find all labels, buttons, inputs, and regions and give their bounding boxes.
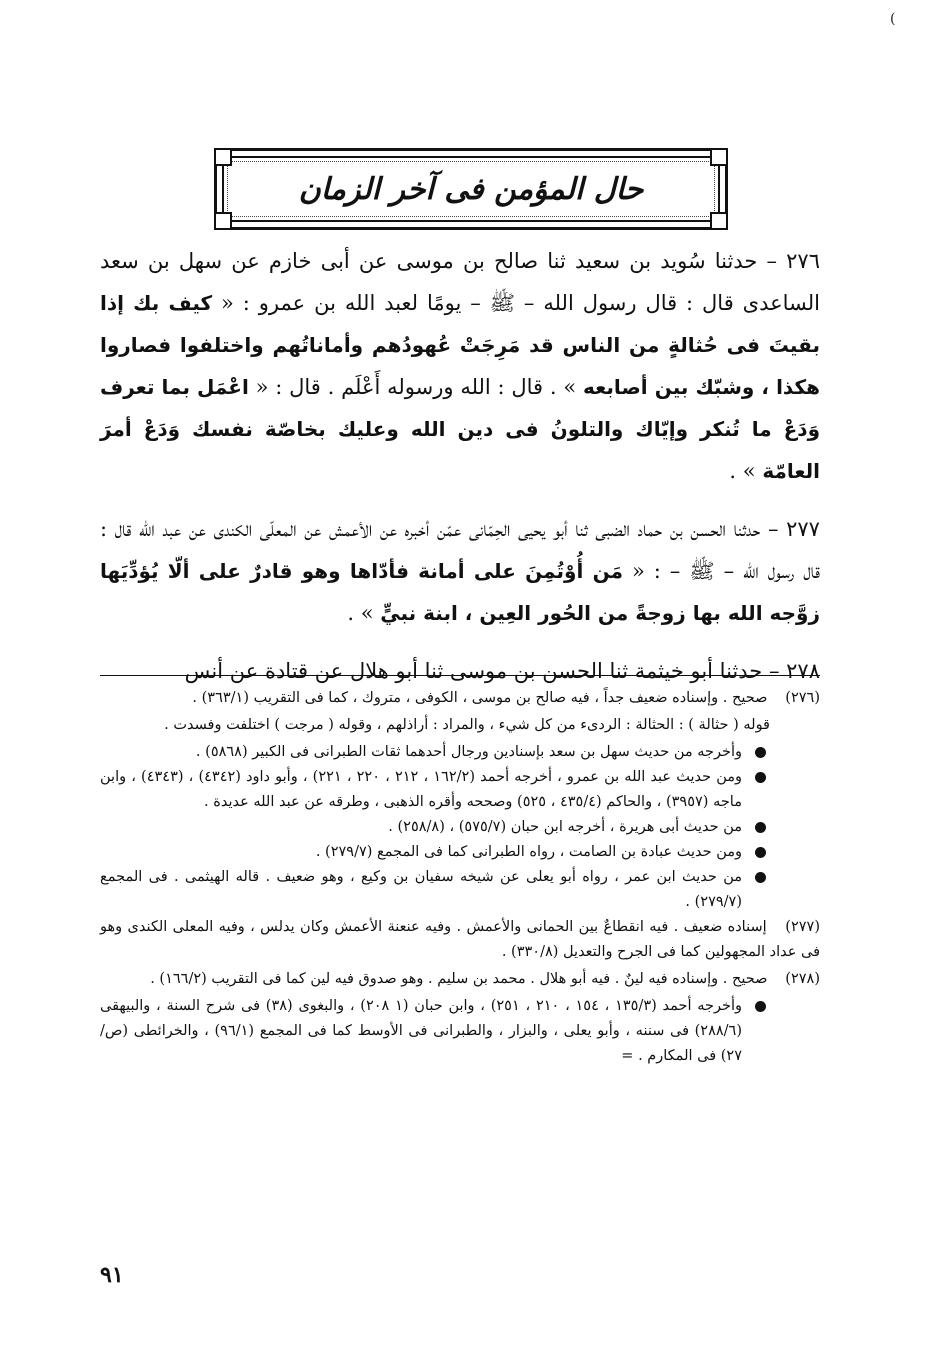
bullet-text: ومن حديث عبد الله بن عمرو ، أخرجه أحمد (١٦٢/٢ ، ٢١٢ ، ٢٢٠ ، ٢٢١) ، وأبو داود (٤٣٤٢) ، (٤٣٤٣) ، وابن ماجه (٣٩٥٧) ، والحاكم (٤٣٥/٤ ، ٥٢٥) وصححه وأقره الذهبى ، وطرقه عن عبد الله عديدة . xyxy=(100,769,742,810)
footnote-number: (٢٧٧) xyxy=(785,919,821,935)
bullet-dot xyxy=(755,1001,766,1012)
bullet-dot xyxy=(755,772,766,783)
footnote-bullet xyxy=(100,765,820,815)
bullet-text: ومن حديث عبادة بن الصامت ، رواه الطبرانى كما فى المجمع (٢٧٩/٧) . xyxy=(315,844,742,860)
ornament-corner xyxy=(214,148,232,166)
hadith-end: » . xyxy=(347,601,374,625)
footnote-bullet xyxy=(100,840,820,865)
bullet-dot xyxy=(755,872,766,883)
title-frame xyxy=(214,148,728,230)
page-number: ٩١ xyxy=(100,1262,124,1288)
footnote-bullet xyxy=(100,740,820,765)
footnote-number: (٢٧٨) xyxy=(785,971,820,987)
footnote-text: صحيح . وإسناده ضعيف جداً ، فيه صالح بن موسى ، الكوفى ، متروك ، كما فى التقريب (٣٦٣/١) . xyxy=(192,690,768,706)
bullet-text: وأخرجه أحمد (١٣٥/٣ ، ١٥٤ ، ٢١٠ ، ٢٥١) ، وابن حبان (١ ٢٠٨) ، والبغوى (٣٨) فى شرح السنة ، والبيهقى (٢٨٨/٦) فى سننه ، وأبو يعلى ، والبزار ، والطبرانى فى الأوسط كما فى المجمع (٩٦/١) ، والخرائطى (ص/٢٧) فى المكارم . xyxy=(100,998,743,1064)
title-inner-border xyxy=(222,156,720,222)
hadith-chain: حدثنا أبو خيثمة ثنا الحسن بن موسى ثنا أبو هلال عن قتادة عن أنس xyxy=(184,659,763,683)
footnote-277 xyxy=(100,915,820,965)
bullet-text: من حديث ابن عمر ، رواه أبو يعلى عن شيخه سفيان بن وكيع ، وهو ضعيف . قاله الهيثمى . فى المجمع (٢٧٩/٧) . xyxy=(100,869,742,910)
footnote-number: (٢٧٦) xyxy=(785,690,820,706)
footnote-276 xyxy=(100,686,820,711)
hadith-number: ٢٧٦ – xyxy=(766,249,820,273)
bullet-dot xyxy=(755,822,766,833)
ornament-corner xyxy=(214,212,232,230)
hadith-number: ٢٧٨ – xyxy=(768,659,820,683)
footnote-text: صحيح . وإسناده فيه لينٌ . فيه أبو هلال . محمد بن سليم . وهو صدوق فيه لين كما فى التقريب (١٦٦/٢) . xyxy=(150,971,768,987)
hadith-chain: حدثنا سُويد بن سعيد ثنا صالح بن موسى عن أبى خازم عن سهل بن سعد الساعدى قال : قال رسول الله – ﷺ – يومًا لعبد الله بن عمرو : « xyxy=(100,249,820,315)
hadith-end: » . xyxy=(729,459,756,483)
continuation-mark: = xyxy=(621,1048,634,1064)
ornament-corner xyxy=(710,148,728,166)
footnote-divider xyxy=(100,675,820,676)
scan-mark: ( xyxy=(890,11,896,27)
bullet-text: وأخرجه من حديث سهل بن سعد بإسنادين ورجال أحدهما ثقات الطبرانى فى الكبير (٥٨٦٨) . xyxy=(195,744,742,760)
hadith-matn: اعْمَل بما تعرف وَدَعْ ما تُنكر وإيّاك والتلونُ فى دين الله وعليك بخاصّة نفسك وَدَعْ أمرَ العامّة xyxy=(100,375,820,483)
ornament-corner xyxy=(710,212,728,230)
hadith-matn: كيف بك إذا بقيتَ فى حُثالةٍ من الناس قد مَرِجَتْ عُهودُهم وأماناتُهم واختلفوا فصاروا هكذا ، وشبّك بين أصابعه xyxy=(100,291,820,399)
footnote-278 xyxy=(100,967,820,992)
bullet-text: من حديث أبى هريرة ، أخرجه ابن حبان (٥٧٥/٧) ، (٢٥٨/٨) . xyxy=(388,819,742,835)
bullet-dot xyxy=(755,847,766,858)
bullet-dot xyxy=(755,747,766,758)
hadith-277 xyxy=(100,508,820,634)
hadith-number: ٢٧٧ – xyxy=(768,517,820,541)
footnote-bullet xyxy=(100,815,820,840)
footnotes xyxy=(100,686,820,1069)
hadith-matn: مَن أُوْتُمِنَ على أمانة فأدّاها وهو قادرٌ على ألّا يُؤدِّيَها زوَّجه الله بها زوجةً من الحُور العِين ، ابنة نبيٍّ xyxy=(100,559,820,625)
footnote-gloss: قوله ( حثالة ) : الحثالة : الردىء من كل شيء ، والمراد : أراذلهم ، وقوله ( مرجت ) اختلفت وفسدت . xyxy=(164,717,770,733)
footnote-bullet xyxy=(100,865,820,915)
chapter-title: حال المؤمن فى آخر الزمان xyxy=(298,171,644,207)
hadith-276 xyxy=(100,240,820,492)
hadith-chain: » . قال : الله ورسوله أَعْلَم . قال : « xyxy=(255,375,577,399)
footnote-text: إسناده ضعيف . فيه انقطاعٌ بين الحمانى والأعمش . وفيه عنعنة الأعمش وكان يدلس ، وفيه المعلى الكندى وهو فى عداد المجهولين كما فى الجرح والتعديل (٣٣٠/٨) . xyxy=(100,919,820,960)
hadith-chain: حدثنا الحسن بن حماد الضبى ثنا أبو يحيى الحِمّانى عمّن أخبره عن الأعمش عن المعلّى الكندى عن عبد الله قال : قال رسول الله – ﷺ – : « xyxy=(100,517,820,583)
main-text xyxy=(100,240,820,708)
footnote-bullet xyxy=(100,994,820,1069)
